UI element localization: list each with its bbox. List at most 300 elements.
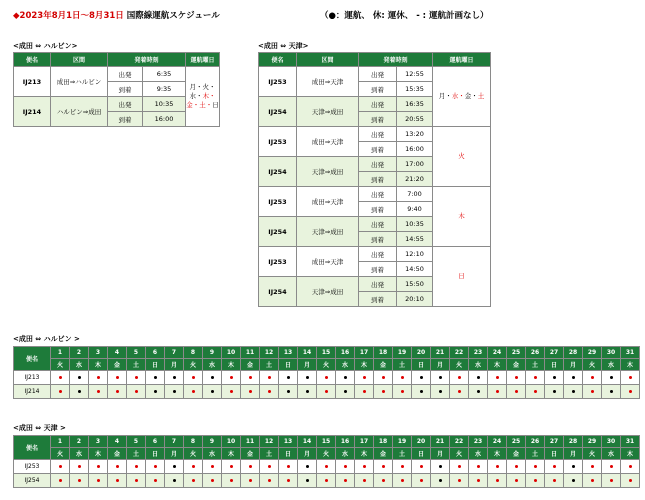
calendar-cell — [469, 474, 488, 488]
calendar-cell — [70, 371, 89, 385]
flight-number: IJ253 — [259, 247, 297, 277]
operating-dot — [211, 376, 214, 379]
calendar-date: 15 — [317, 436, 336, 448]
flight-header: 便名 — [14, 347, 51, 371]
calendar-cell — [526, 385, 545, 399]
route: 天津⇒成田 — [297, 277, 359, 307]
calendar-cell — [336, 385, 355, 399]
operating-dot — [287, 465, 290, 468]
operating-dot — [420, 390, 423, 393]
calendar-weekday: 月 — [431, 359, 450, 371]
calendar-cell — [545, 385, 564, 399]
calendar-date: 1 — [51, 347, 70, 359]
calendar-date: 31 — [621, 436, 640, 448]
operating-dot — [173, 376, 176, 379]
operating-day-text: 火 — [458, 152, 465, 160]
calendar-cell — [108, 460, 127, 474]
arrival-time: 9:40 — [397, 202, 433, 217]
calendar-date: 23 — [469, 347, 488, 359]
page-header — [13, 9, 220, 21]
calendar-cell — [526, 371, 545, 385]
calendar-weekday: 月 — [165, 359, 184, 371]
calendar-cell — [355, 371, 374, 385]
operating-dot — [629, 479, 632, 482]
calendar-date: 11 — [241, 436, 260, 448]
arrival-label: 到着 — [359, 202, 397, 217]
operating-dot — [344, 390, 347, 393]
col-flight: 便名 — [259, 53, 297, 67]
operating-dot — [135, 376, 138, 379]
calendar-cell — [184, 371, 203, 385]
calendar-cell — [469, 385, 488, 399]
operating-dot — [610, 390, 613, 393]
calendar-weekday: 日 — [545, 448, 564, 460]
calendar-weekday: 火 — [583, 448, 602, 460]
arrival-time: 14:55 — [397, 232, 433, 247]
arrival-label: 到着 — [359, 172, 397, 187]
calendar-cell — [431, 371, 450, 385]
calendar-cell — [450, 371, 469, 385]
departure-time: 12:55 — [397, 67, 433, 82]
calendar-cell — [507, 460, 526, 474]
operating-dot — [135, 390, 138, 393]
operating-dot — [591, 479, 594, 482]
calendar-date: 9 — [203, 347, 222, 359]
departure-label: 出発 — [108, 97, 143, 112]
calendar-cell — [317, 385, 336, 399]
route: 成田⇒ハルビン — [51, 67, 108, 97]
operating-dot — [192, 376, 195, 379]
calendar-weekday-row — [14, 448, 640, 460]
arrival-label: 到着 — [108, 112, 143, 127]
operating-dot — [629, 376, 632, 379]
flight-number: IJ214 — [14, 385, 51, 399]
departure-label: 出発 — [359, 127, 397, 142]
legend: （●：運航、 休: 運休、 - : 運航計画なし） — [320, 11, 489, 21]
operating-dot — [401, 390, 404, 393]
calendar-cell — [146, 371, 165, 385]
calendar-weekday: 火 — [317, 448, 336, 460]
calendar-cell — [450, 385, 469, 399]
calendar-cell — [602, 474, 621, 488]
calendar-cell — [127, 371, 146, 385]
calendar-weekday: 火 — [583, 359, 602, 371]
calendar-date: 15 — [317, 347, 336, 359]
operating-dot — [268, 465, 271, 468]
calendar-cell — [165, 460, 184, 474]
operating-day-text: 水・ — [451, 92, 465, 100]
calendar-date: 21 — [431, 347, 450, 359]
calendar-date: 21 — [431, 436, 450, 448]
calendar-weekday: 月 — [564, 359, 583, 371]
operating-days — [433, 247, 491, 307]
calendar-cell — [146, 385, 165, 399]
operating-dot — [154, 479, 157, 482]
calendar-cell — [393, 460, 412, 474]
calendar-weekday: 水 — [469, 448, 488, 460]
calendar-weekday: 月 — [564, 448, 583, 460]
departure-label: 出発 — [359, 277, 397, 292]
operating-dot — [572, 465, 575, 468]
operating-dot — [211, 390, 214, 393]
calendar-date: 24 — [488, 436, 507, 448]
col-flight: 便名 — [14, 53, 51, 67]
calendar-cell — [488, 474, 507, 488]
departure-time: 7:00 — [397, 187, 433, 202]
arrival-label: 到着 — [108, 82, 143, 97]
calendar-date: 14 — [298, 436, 317, 448]
calendar-date: 22 — [450, 436, 469, 448]
arrival-time: 20:10 — [397, 292, 433, 307]
calendar-date-row — [14, 436, 640, 448]
departure-label: 出発 — [359, 217, 397, 232]
operating-dot — [287, 376, 290, 379]
operating-dot — [78, 465, 81, 468]
harbin-calendar-table — [13, 346, 640, 399]
arrival-label: 到着 — [359, 82, 397, 97]
col-route: 区間 — [297, 53, 359, 67]
calendar-cell — [507, 371, 526, 385]
calendar-date: 26 — [526, 436, 545, 448]
calendar-weekday: 水 — [336, 359, 355, 371]
calendar-cell — [450, 460, 469, 474]
operating-dot — [553, 465, 556, 468]
operating-dot — [249, 376, 252, 379]
arrival-time: 9:35 — [143, 82, 186, 97]
operating-day-text: 月・火・水・ — [189, 83, 216, 100]
operating-dot — [249, 465, 252, 468]
calendar-weekday: 月 — [298, 448, 317, 460]
operating-dot — [154, 376, 157, 379]
operating-dot — [135, 465, 138, 468]
operating-dot — [439, 390, 442, 393]
calendar-weekday: 木 — [488, 359, 507, 371]
calendar-cell — [165, 371, 184, 385]
calendar-date: 29 — [583, 436, 602, 448]
calendar-date: 18 — [374, 347, 393, 359]
arrival-time: 14:50 — [397, 262, 433, 277]
calendar-cell — [70, 385, 89, 399]
calendar-date: 16 — [336, 436, 355, 448]
calendar-weekday: 火 — [184, 448, 203, 460]
flight-number: IJ254 — [259, 277, 297, 307]
departure-time: 10:35 — [143, 97, 186, 112]
flight-row-departure — [259, 187, 491, 202]
departure-label: 出発 — [108, 67, 143, 82]
calendar-date: 6 — [146, 436, 165, 448]
operating-dot — [515, 390, 518, 393]
operating-day-text: 木・金・土・ — [186, 92, 216, 109]
operating-dot — [211, 465, 214, 468]
arrival-time: 20:55 — [397, 112, 433, 127]
route: 成田⇒天津 — [297, 127, 359, 157]
route: 天津⇒成田 — [297, 97, 359, 127]
calendar-weekday: 日 — [146, 359, 165, 371]
calendar-cell — [108, 371, 127, 385]
calendar-weekday: 水 — [469, 359, 488, 371]
operating-dot — [401, 479, 404, 482]
operating-dot — [230, 376, 233, 379]
calendar-date: 2 — [70, 347, 89, 359]
flight-number: IJ253 — [259, 127, 297, 157]
calendar-cell — [51, 371, 70, 385]
calendar-flight-row — [14, 371, 640, 385]
operating-dot — [268, 376, 271, 379]
calendar-cell — [222, 371, 241, 385]
arrival-time: 16:00 — [143, 112, 186, 127]
operating-dot — [325, 479, 328, 482]
calendar-cell — [564, 474, 583, 488]
operating-dot — [420, 376, 423, 379]
departure-time: 12:10 — [397, 247, 433, 262]
calendar-cell — [165, 385, 184, 399]
operating-days — [433, 127, 491, 187]
flight-row-departure — [259, 247, 491, 262]
calendar-cell — [488, 385, 507, 399]
calendar-flight-row — [14, 385, 640, 399]
operating-dot — [477, 479, 480, 482]
departure-label: 出発 — [359, 187, 397, 202]
calendar-weekday: 金 — [241, 359, 260, 371]
operating-dot — [249, 390, 252, 393]
operating-dot — [363, 465, 366, 468]
calendar-cell — [526, 474, 545, 488]
calendar-cell — [184, 460, 203, 474]
calendar-weekday: 木 — [621, 359, 640, 371]
calendar-weekday: 水 — [602, 448, 621, 460]
departure-label: 出発 — [359, 157, 397, 172]
calendar-flight-row — [14, 474, 640, 488]
calendar-cell — [279, 385, 298, 399]
operating-dot — [116, 479, 119, 482]
operating-dot — [97, 390, 100, 393]
calendar-weekday: 木 — [222, 359, 241, 371]
calendar-cell — [564, 460, 583, 474]
operating-dot — [135, 479, 138, 482]
operating-dot — [572, 376, 575, 379]
operating-dot — [116, 390, 119, 393]
operating-dot — [97, 465, 100, 468]
calendar-cell — [184, 474, 203, 488]
operating-day-text: 土 — [477, 92, 485, 100]
operating-dot — [591, 376, 594, 379]
calendar-cell — [241, 474, 260, 488]
calendar-cell — [431, 474, 450, 488]
calendar-cell — [70, 460, 89, 474]
route: 成田⇒天津 — [297, 67, 359, 97]
operating-dot — [515, 479, 518, 482]
calendar-cell — [222, 474, 241, 488]
operating-dot — [59, 479, 62, 482]
calendar-cell — [51, 474, 70, 488]
route: 成田⇒天津 — [297, 247, 359, 277]
calendar-weekday: 日 — [412, 448, 431, 460]
calendar-weekday: 日 — [412, 359, 431, 371]
calendar-cell — [203, 385, 222, 399]
operating-dot — [230, 390, 233, 393]
operating-dot — [515, 376, 518, 379]
operating-dot — [610, 376, 613, 379]
operating-dot — [477, 465, 480, 468]
operating-dot — [97, 479, 100, 482]
departure-time: 16:35 — [397, 97, 433, 112]
calendar-cell — [317, 460, 336, 474]
operating-dot — [401, 376, 404, 379]
calendar-cell — [203, 460, 222, 474]
operating-dot — [230, 465, 233, 468]
calendar-weekday-row — [14, 359, 640, 371]
calendar-date: 20 — [412, 436, 431, 448]
operating-dot — [192, 465, 195, 468]
arrival-label: 到着 — [359, 142, 397, 157]
arrival-label: 到着 — [359, 232, 397, 247]
calendar-date: 12 — [260, 436, 279, 448]
operating-days — [433, 67, 491, 127]
flight-number: IJ254 — [259, 157, 297, 187]
calendar-date: 3 — [89, 436, 108, 448]
operating-dot — [496, 465, 499, 468]
operating-dot — [458, 465, 461, 468]
calendar-weekday: 木 — [355, 448, 374, 460]
calendar-weekday: 木 — [89, 359, 108, 371]
calendar-cell — [545, 474, 564, 488]
calendar-weekday: 火 — [51, 448, 70, 460]
calendar-date: 18 — [374, 436, 393, 448]
calendar-cell — [336, 371, 355, 385]
calendar-date: 6 — [146, 347, 165, 359]
calendar-weekday: 火 — [184, 359, 203, 371]
calendar-cell — [298, 385, 317, 399]
calendar-cell — [564, 385, 583, 399]
col-route: 区間 — [51, 53, 108, 67]
calendar-cell — [621, 385, 640, 399]
calendar-cell — [374, 474, 393, 488]
calendar-weekday: 火 — [450, 448, 469, 460]
calendar-weekday: 水 — [336, 448, 355, 460]
calendar-date: 19 — [393, 347, 412, 359]
flight-number: IJ253 — [14, 460, 51, 474]
calendar-cell — [583, 460, 602, 474]
calendar-cell — [507, 385, 526, 399]
flight-number: IJ213 — [14, 371, 51, 385]
calendar-cell — [317, 371, 336, 385]
calendar-cell — [488, 371, 507, 385]
operating-dot — [553, 390, 556, 393]
calendar-date: 13 — [279, 436, 298, 448]
calendar-cell — [355, 460, 374, 474]
calendar-weekday: 土 — [260, 359, 279, 371]
calendar-cell — [564, 371, 583, 385]
operating-day-text: 木 — [458, 212, 465, 220]
operating-dot — [458, 390, 461, 393]
operating-dot — [287, 479, 290, 482]
calendar-weekday: 日 — [279, 448, 298, 460]
calendar-date: 7 — [165, 347, 184, 359]
flight-number: IJ253 — [259, 67, 297, 97]
calendar-cell — [583, 385, 602, 399]
page-title: 国際線運航スケジュール — [126, 11, 220, 21]
calendar-cell — [412, 460, 431, 474]
calendar-weekday: 水 — [203, 359, 222, 371]
calendar-cell — [469, 371, 488, 385]
departure-time: 6:35 — [143, 67, 186, 82]
calendar-weekday: 金 — [374, 359, 393, 371]
operating-dot — [382, 390, 385, 393]
calendar-weekday: 日 — [146, 448, 165, 460]
operating-dot — [306, 479, 309, 482]
calendar-date: 4 — [108, 436, 127, 448]
operating-dot — [363, 479, 366, 482]
calendar-cell — [317, 474, 336, 488]
operating-dot — [325, 390, 328, 393]
calendar-date: 25 — [507, 436, 526, 448]
operating-dot — [59, 390, 62, 393]
calendar-date: 29 — [583, 347, 602, 359]
calendar-cell — [602, 385, 621, 399]
calendar-cell — [412, 474, 431, 488]
route: 天津⇒成田 — [297, 217, 359, 247]
calendar-cell — [89, 371, 108, 385]
calendar-cell — [488, 460, 507, 474]
calendar-date: 20 — [412, 347, 431, 359]
calendar-weekday: 水 — [70, 448, 89, 460]
operating-dot — [458, 376, 461, 379]
operating-dot — [572, 479, 575, 482]
operating-dot — [78, 390, 81, 393]
calendar-cell — [393, 385, 412, 399]
operating-dot — [629, 390, 632, 393]
operating-days — [433, 187, 491, 247]
col-days: 運航曜日 — [433, 53, 491, 67]
calendar-date: 24 — [488, 347, 507, 359]
harbin-schedule-table — [13, 52, 220, 127]
calendar-weekday: 土 — [127, 359, 146, 371]
tianjin-calendar-title: <成田 ⇔ 天津 > — [13, 424, 66, 432]
calendar-cell — [241, 460, 260, 474]
calendar-cell — [355, 385, 374, 399]
operating-dot — [572, 390, 575, 393]
operating-dot — [534, 390, 537, 393]
operating-dot — [306, 376, 309, 379]
flight-number: IJ214 — [14, 97, 51, 127]
arrival-label: 到着 — [359, 112, 397, 127]
calendar-weekday: 火 — [51, 359, 70, 371]
route: 天津⇒成田 — [297, 157, 359, 187]
calendar-cell — [374, 371, 393, 385]
operating-dot — [268, 479, 271, 482]
flight-number: IJ254 — [14, 474, 51, 488]
operating-dot — [629, 465, 632, 468]
calendar-weekday: 土 — [526, 359, 545, 371]
calendar-cell — [355, 474, 374, 488]
calendar-cell — [165, 474, 184, 488]
operating-dot — [78, 479, 81, 482]
calendar-cell — [279, 371, 298, 385]
operating-dot — [344, 376, 347, 379]
calendar-weekday: 木 — [89, 448, 108, 460]
calendar-cell — [146, 460, 165, 474]
calendar-date: 1 — [51, 436, 70, 448]
calendar-date: 9 — [203, 436, 222, 448]
operating-dot — [496, 376, 499, 379]
operating-dot — [173, 390, 176, 393]
calendar-date: 28 — [564, 436, 583, 448]
operating-dot — [439, 465, 442, 468]
calendar-cell — [108, 474, 127, 488]
operating-dot — [268, 390, 271, 393]
calendar-cell — [374, 460, 393, 474]
operating-dot — [97, 376, 100, 379]
